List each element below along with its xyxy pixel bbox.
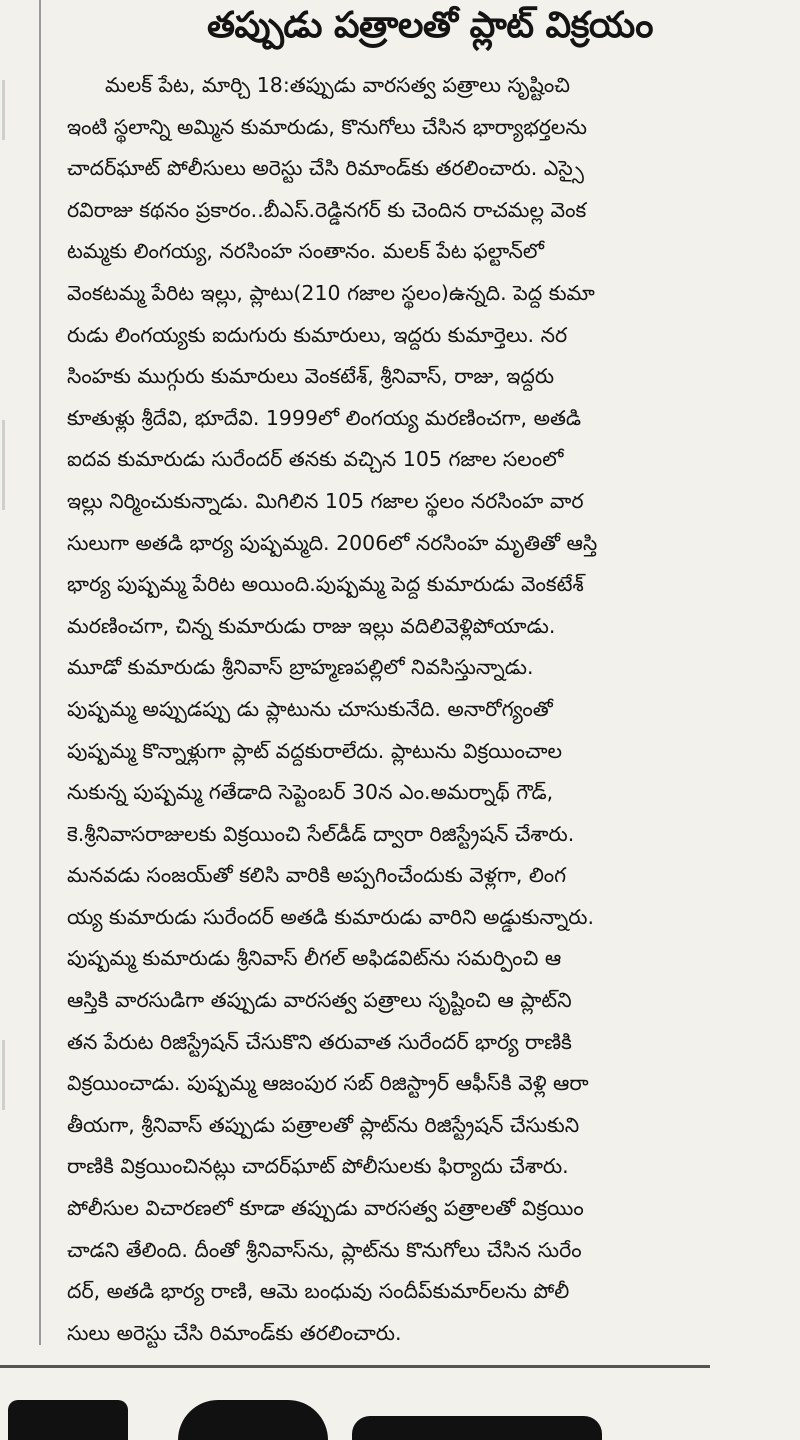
article-line: భార్య పుష్పమ్మ పేరిట అయింది.పుష్పమ్మ పెద్ద కుమారుడు వెంకటేశ్ <box>67 572 584 597</box>
article-line: మరణించగా, చిన్న కుమారుడు రాజు ఇల్లు వదిలివెళ్లిపోయాడు. <box>67 613 556 638</box>
cropped-glyph <box>178 1400 328 1440</box>
article-line: పుష్పమ్మ కొన్నాళ్లుగా ప్లాట్ వద్దకురాలేదు. ప్లాటును విక్రయించాల <box>67 738 563 763</box>
left-edge-mark <box>2 420 5 510</box>
article-line: చాదర్‌ఘాట్ పోలీసులు అరెస్టు చేసి రిమాండ్‌కు తరలించారు. ఎస్సై <box>67 156 584 181</box>
column-rule <box>39 0 41 1345</box>
article-line: తన పేరుట రిజిస్ట్రేషన్ చేసుకొని తరువాత సురేందర్ భార్య రాణికి <box>67 1029 572 1054</box>
article-line: కె.శ్రీనివాసరాజులకు విక్రయించి సేల్‌డీడ్ ద్వారా రిజిస్ట్రేషన్ చేశారు. <box>67 821 575 846</box>
article-line: పుష్పమ్మ కుమారుడు శ్రీనివాస్ లీగల్ అఫిడవిట్‌ను సమర్పించి ఆ <box>67 946 562 971</box>
article-line: పోలీసుల విచారణలో కూడా తప్పుడు వారసత్వ పత్రాలతో విక్రయిం <box>67 1196 584 1221</box>
article-body <box>67 65 711 1354</box>
article-line: పుష్పమ్మ అప్పుడప్పు డు ప్లాటును చూసుకునేది. అనారోగ్యంతో <box>67 696 553 721</box>
article-line: సింహకు ముగ్గురు కుమారులు వెంకటేశ్, శ్రీనివాస్, రాజు, ఇద్దరు <box>67 364 555 389</box>
article-line: సులు అరెస్టు చేసి రిమాండ్‌కు తరలించారు. <box>67 1320 402 1345</box>
article-line: కూతుళ్లు శ్రీదేవి, భూదేవి. 1999లో లింగయ్య మరణించగా, అతడి <box>67 405 582 430</box>
article-line: రుడు లింగయ్యకు ఐదుగురు కుమారులు, ఇద్దరు కుమార్తెలు. నర <box>67 322 568 347</box>
cropped-glyph <box>8 1400 128 1440</box>
article-line: మలక్ పేట, మార్చి 18:తప్పుడు వారసత్వ పత్రాలు సృష్టించి <box>105 73 570 97</box>
article-line: ఇంటి స్థలాన్ని అమ్మిన కుమారుడు, కొనుగోలు చేసిన భార్యాభర్తలను <box>67 114 587 139</box>
next-article-headline-cropped <box>0 1392 800 1440</box>
article-line: సులుగా అతడి భార్య పుష్పమ్మది. 2006లో నరసింహ మృతితో ఆస్తి <box>67 530 598 555</box>
article-line: య్య కుమారుడు సురేందర్ అతడి కుమారుడు వారిని అడ్డుకున్నారు. <box>67 904 595 929</box>
article-line: మనవడు సంజయ్‌తో కలిసి వారికి అప్పగించేందుకు వెళ్లగా, లింగ <box>67 863 567 888</box>
article-line: దర్, అతడి భార్య రాణి, ఆమె బంధువు సందీప్‌కుమార్‌లను పోలీ <box>67 1279 570 1304</box>
article-line: విక్రయించాడు. పుష్పమ్మ ఆజంపుర సబ్ రిజిస్ట్రార్ ఆఫీస్‌కి వెళ్లి ఆరా <box>67 1071 589 1096</box>
article-line: టమ్మకు లింగయ్య, నరసింహ సంతానం. మలక్ పేట ఫల్టాన్‌లో <box>67 239 544 264</box>
left-edge-mark <box>2 1040 5 1110</box>
article-line: చాడని తేలింది. దీంతో శ్రీనివాస్‌ను, ప్లాట్‌ను కొనుగోలు చేసిన సురేం <box>67 1237 582 1262</box>
article-line: రవిరాజు కథనం ప్రకారం..బీఎస్.రెడ్డినగర్ కు చెందిన రాచమల్ల వెంక <box>67 197 587 222</box>
article-line: మూడో కుమారుడు శ్రీనివాస్ బ్రాహ్మణపల్లిలో నివసిస్తున్నాడు. <box>67 655 534 680</box>
article-line: వెంకటమ్మ పేరిట ఇల్లు, ప్లాటు(210 గజాల స్థలం)ఉన్నది. పెద్ద కుమా <box>67 280 595 305</box>
article-line: ఆస్తికి వారసుడిగా తప్పుడు వారసత్వ పత్రాలు సృష్టించి ఆ ప్లాట్‌ని <box>67 988 572 1013</box>
article-line: ఐదవ కుమారుడు సురేందర్ తనకు వచ్చిన 105 గజాల సలంలో <box>67 447 564 472</box>
cropped-glyph <box>352 1416 602 1440</box>
headline: తప్పుడు పత్రాలతో ప్లాట్ విక్రయం <box>207 5 653 46</box>
left-edge-mark <box>2 80 5 140</box>
article-line: తీయగా, శ్రీనివాస్ తప్పుడు పత్రాలతో ప్లాట్‌ను రిజిస్ట్రేషన్ చేసుకుని <box>67 1112 580 1137</box>
article-divider <box>0 1365 710 1368</box>
article-line: రాణికి విక్రయించినట్లు చాదర్‌ఘాట్ పోలీసులకు ఫిర్యాదు చేశారు. <box>67 1154 569 1179</box>
article-line: ఇల్లు నిర్మించుకున్నాడు. మిగిలిన 105 గజాల స్థలం నరసింహ వార <box>67 488 584 513</box>
article-line: నుకున్న పుష్పమ్మ గతేడాది సెప్టెంబర్ 30న ఎం.అమర్నాథ్ గౌడ్, <box>67 780 554 805</box>
